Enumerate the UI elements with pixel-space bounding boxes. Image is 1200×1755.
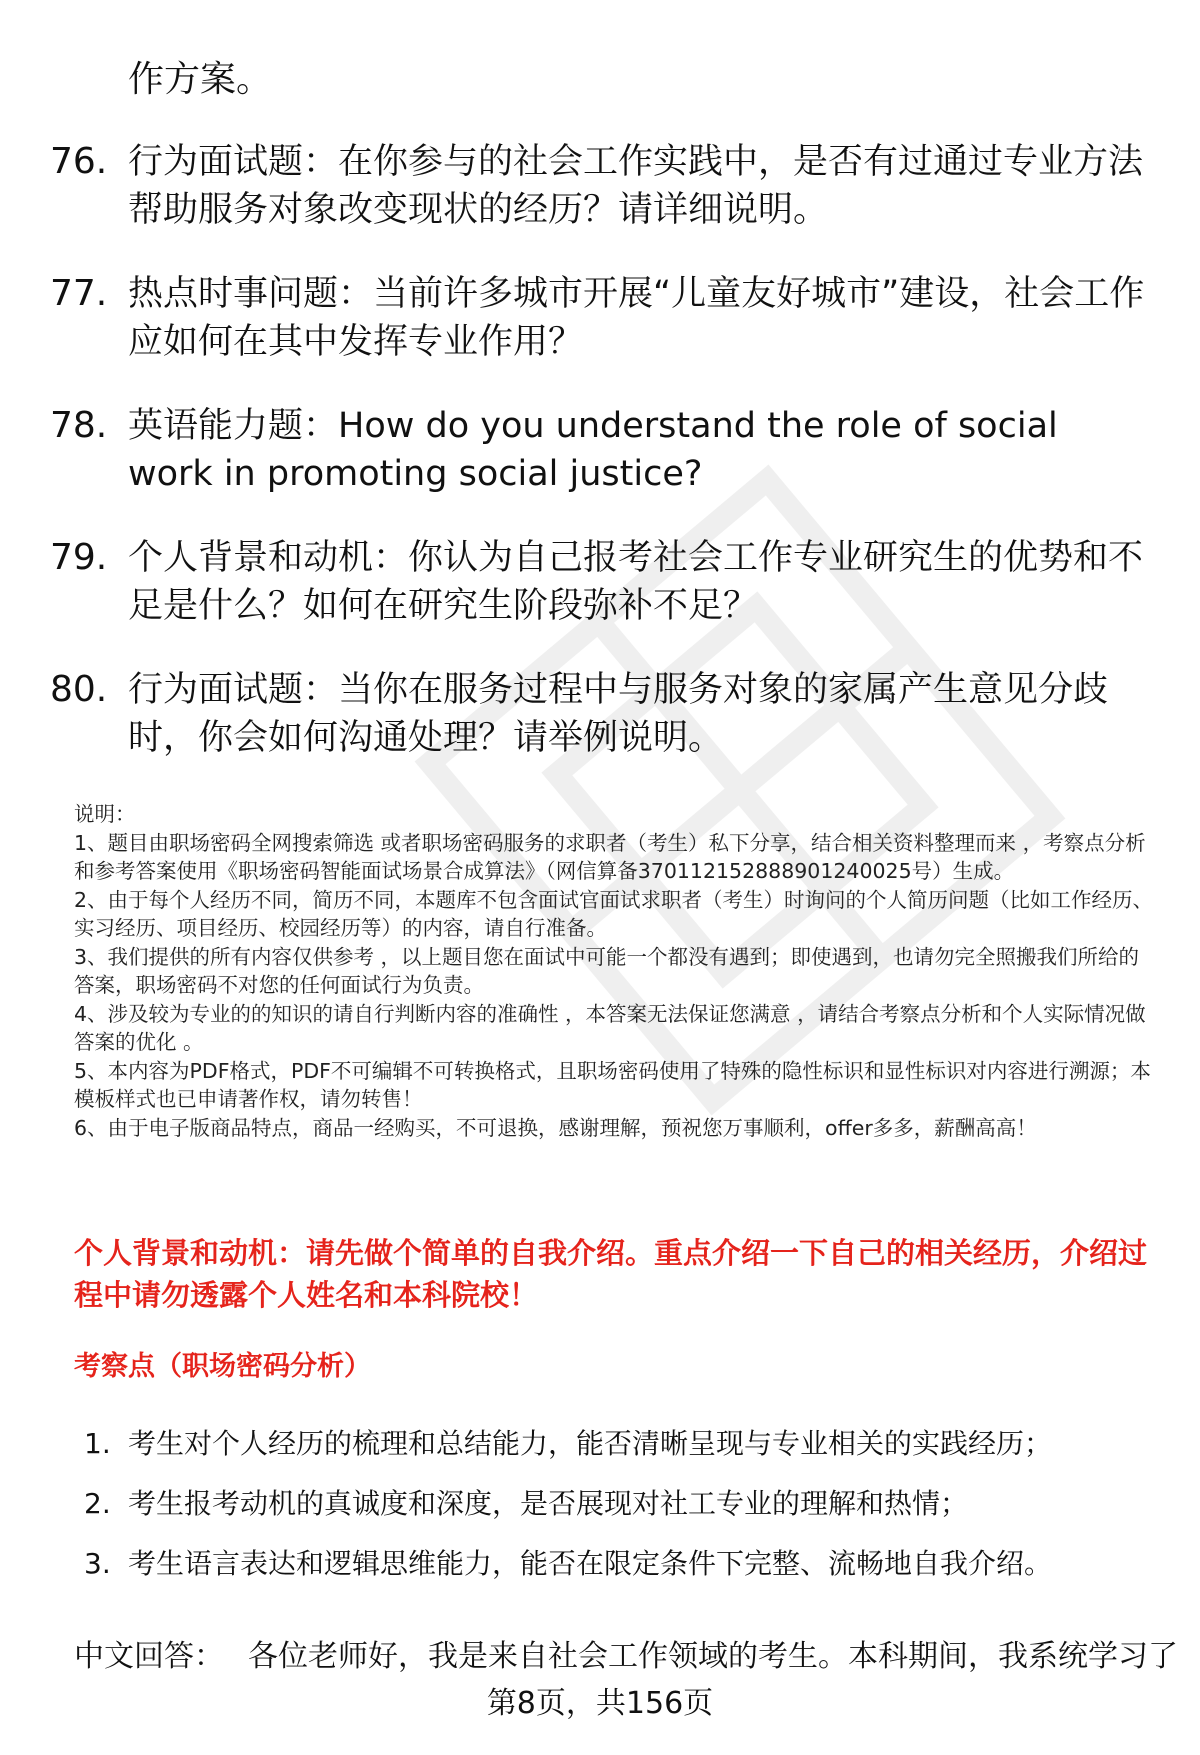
point-text: 考生对个人经历的梳理和总结能力，能否清晰呈现与专业相关的实践经历； (128, 1427, 1053, 1460)
analysis-heading: 考察点（职场密码分析） (74, 1351, 371, 1382)
question-number: 76. (50, 141, 108, 182)
question-text: 个人背景和动机：你认为自己报考社会工作专业研究生的优势和不足是什么？如何在研究生阶段弥补不足？ (128, 538, 1144, 626)
analysis-point (0, 1424, 1200, 1484)
question-text: 行为面试题：当你在服务过程中与服务对象的家属产生意见分歧时，你会如何沟通处理？请举例说明。 (128, 670, 1109, 758)
question-text: 热点时事问题：当前许多城市开展“儿童友好城市”建设，社会工作应如何在其中发挥专业作用？ (128, 274, 1145, 362)
notes-section (74, 800, 1159, 1142)
note-item: 4、涉及较为专业的的知识的请自行判断内容的准确性 ，本答案无法保证您满意 ，请结合考察点分析和个人实际情况做答案的优化 。 (74, 1001, 1146, 1054)
point-text: 考生语言表达和逻辑思维能力，能否在限定条件下完整、流畅地自我介绍。 (128, 1547, 1053, 1580)
note-item: 1、题目由职场密码全网搜索筛选 或者职场密码服务的求职者（考生）私下分享，结合相关资料整理而来 ，考察点分析和参考答案使用《职场密码智能面试场景合成算法》（网信算备370112152888901240025号）生成。 (74, 830, 1146, 883)
point-text: 考生报考动机的真诚度和深度，是否展现对社工专业的理解和热情； (128, 1487, 969, 1520)
question-item (0, 534, 1200, 630)
question-item (0, 666, 1200, 762)
notes-title: 说明： (74, 802, 136, 826)
question-number: 80. (50, 669, 108, 710)
question-item (0, 138, 1200, 234)
question-number: 77. (50, 273, 108, 314)
point-number: 3. (84, 1547, 111, 1580)
continuation-text: 作方案。 (128, 59, 273, 100)
question-list (0, 138, 1200, 798)
page-footer: 第8页，共156页 (486, 1686, 714, 1721)
analysis-points (0, 1424, 1200, 1604)
note-item: 5、本内容为PDF格式，PDF不可编辑不可转换格式，且职场密码使用了特殊的隐性标识和显性标识对内容进行溯源；本模板样式也已申请著作权，请勿转售！ (74, 1058, 1151, 1111)
point-number: 1. (84, 1427, 111, 1460)
question-number: 78. (50, 405, 108, 446)
question-number: 79. (50, 537, 108, 578)
point-number: 2. (84, 1487, 111, 1520)
note-item: 2、由于每个人经历不同，简历不同，本题库不包含面试官面试求职者（考生）时询问的个人简历问题（比如工作经历、实习经历、项目经历、校园经历等）的内容，请自行准备。 (74, 887, 1154, 940)
analysis-point (0, 1484, 1200, 1544)
note-item: 6、由于电子版商品特点，商品一经购买，不可退换，感谢理解，预祝您万事顺利，offer多多，薪酬高高！ (74, 1115, 1037, 1140)
analysis-point (0, 1544, 1200, 1604)
question-text: 英语能力题：How do you understand the role of social work in promoting social justice? (128, 406, 1058, 494)
answer-label: 中文回答： (74, 1639, 224, 1674)
question-text: 行为面试题：在你参与的社会工作实践中，是否有过通过专业方法帮助服务对象改变现状的经历？请详细说明。 (128, 142, 1144, 230)
note-item: 3、我们提供的所有内容仅供参考 ，以上题目您在面试中可能一个都没有遇到；即使遇到，也请勿完全照搬我们所给的答案，职场密码不对您的任何面试行为负责。 (74, 944, 1140, 997)
featured-question: 个人背景和动机：请先做个简单的自我介绍。重点介绍一下自己的相关经历，介绍过程中请勿透露个人姓名和本科院校！ (74, 1236, 1148, 1312)
question-item (0, 270, 1200, 366)
answer-text: 各位老师好，我是来自社会工作领域的考生。本科期间，我系统学习了 (248, 1639, 1178, 1674)
question-item (0, 402, 1200, 498)
answer-paragraph (74, 1636, 1178, 1678)
